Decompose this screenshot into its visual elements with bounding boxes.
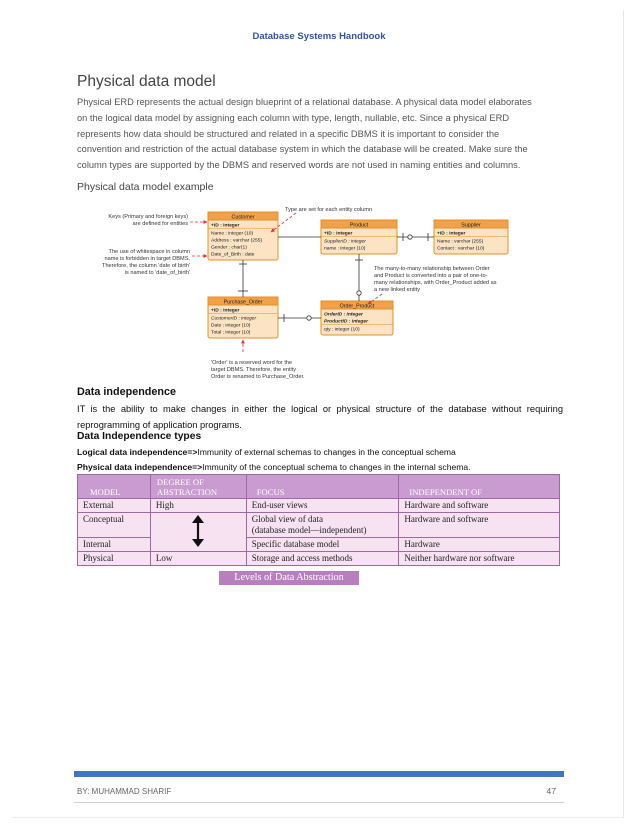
annotation-text: Type are set for each entity column [285,207,373,213]
table-row [78,552,560,566]
footer-page-number: 47 [546,786,556,796]
data-independence-title: Data independence [77,386,176,398]
header-degree-line: ABSTRACTION [156,487,218,497]
physical-independence-definition [77,462,471,472]
header-degree-line: DEGREE OF [156,477,204,487]
entity-row: +ID : integer [211,223,240,229]
paragraph-line: on the logical data model by assigning each column with type, length, nullable, etc. Since a physical ERD [77,112,510,123]
annotation-text: many relationships, with Order_Product added as [374,280,497,286]
data-independence-types-title: Data Independence types [77,431,202,442]
annotation-text: is named to 'date_of_birth' [124,270,190,276]
paragraph-line: IT is the ability to make changes in either the logical or physical structure of the database without requiring [77,404,563,414]
logical-independence-definition [77,447,456,457]
footer-divider [74,802,564,803]
entity-row: Name : varchar (255) [437,239,484,245]
annotation-text: Order is renamed to Purchase_Order. [211,374,305,380]
cell-degree: High [150,499,246,513]
cell-model: Physical [78,552,151,566]
entity-title: Supplier [461,222,481,229]
cell-independent: Hardware and software [399,499,560,513]
entity-row: +ID : integer [437,231,466,237]
cell-model: Conceptual [78,513,151,538]
annotation-text: and Product is converted into a pair of one-to- [374,273,488,279]
entity-row: Contact : varchar (10) [437,246,485,252]
cell-independent: Hardware and software [399,513,560,538]
cell-focus-line: Global view of data [251,514,324,524]
cell-focus: Storage and access methods [246,552,399,566]
entity-title: Order_Product [339,303,375,310]
section-title: Physical data model [77,73,216,90]
cell-focus: End-user views [246,499,399,513]
annotation-text: 'Order' is a reserved word for the [211,360,293,366]
entity-row: +ID : integer [324,231,353,237]
annotation-text: Keys (Primary and foreign keys) [108,214,188,220]
data-independence-paragraph [77,402,563,434]
cell-focus-line: (database model—independent) [251,525,367,535]
annotation-text: The many-to-many relationship between Order [374,266,490,272]
entity-row: name : integer (10) [324,246,366,252]
table-row [78,513,560,538]
entity-row: Date : integer (10) [211,323,251,329]
page-header-title: Database Systems Handbook [252,31,386,42]
entity-row: SupplierID : integer [324,239,366,245]
entity-row: Date_of_Birth : date [211,252,255,258]
annotation-keys [108,214,207,227]
definition-term: Logical data independence=> [77,447,198,457]
cell-independent: Hardware [399,538,560,552]
double-arrow-icon [191,515,205,547]
annotation-whitespace [102,249,207,276]
entity-customer [208,212,278,260]
paragraph-line: reprogramming of application programs. [77,419,242,430]
paragraph-line: Physical ERD represents the actual design blueprint of a relational database. A physical data model elaborates [77,97,532,107]
entity-title: Customer [231,214,255,221]
paragraph-line: convention and restriction of the actual database system in which the database will be created. Make sure the [77,144,528,155]
cell-model: External [78,499,151,513]
annotation-reserved [211,340,305,380]
table-row [78,538,560,552]
annotation-text: a new linked entity [374,287,421,293]
footer-author: BY: MUHAMMAD SHARIF [77,787,172,796]
header-focus: FOCUS [246,475,399,499]
entity-row: ProductID : integer [324,319,369,325]
annotation-text: Therefore, the column 'date of birth' [102,263,190,269]
annotation-text: name is forbidden in target DBMS. [104,256,190,262]
annotation-text: are defined for entities [132,221,188,227]
section-paragraph [77,95,567,174]
abstraction-levels-table [77,474,560,566]
table-row [78,499,560,513]
entity-order-product [321,301,393,335]
cell-focus [246,513,399,538]
entity-title: Purchase_Order [223,299,263,306]
annotation-many-to-many [368,266,497,304]
entity-row: qty : integer (10) [324,327,360,333]
entity-title: Product [349,222,369,229]
cell-independent: Neither hardware nor software [399,552,560,566]
paragraph-line: represents how data should be structured and related in a specific DBMS it is important to consider the [77,128,500,139]
definition-term: Physical data independence=> [77,462,203,472]
footer-bar [74,771,564,777]
entity-product [321,220,397,254]
cell-focus: Specific database model [246,538,399,552]
entity-row: Name : integer (10) [211,231,254,237]
entity-row: +ID : integer [211,308,240,314]
table-caption: Levels of Data Abstraction [219,571,359,585]
entity-row: Total : integer (10) [211,330,251,336]
annotation-text: The use of whitespace in column [108,249,190,255]
header-model: MODEL [78,475,151,499]
annotation-text: target DBMS. Therefore, the entity [211,367,297,373]
cell-degree: Low [150,552,246,566]
cell-degree-arrow [150,513,246,552]
paragraph-line: column types are supported by the DBMS and reserved words are not used in naming entities and columns. [77,160,521,171]
entity-row: Address : varchar (255) [211,238,263,244]
erd-diagram [76,200,566,383]
definition-text: Immunity of the conceptual schema to changes in the internal schema. [202,462,471,472]
entity-supplier [434,220,508,254]
entity-row: OrderID : integer [324,312,363,318]
entity-row: CustomerID : integer [211,316,257,322]
entity-purchase-order [208,297,278,338]
example-title: Physical data model example [77,181,214,193]
header-independent: INDEPENDENT OF [399,475,560,499]
definition-text: Immunity of external schemas to changes in the conceptual schema [197,447,456,457]
header-degree [150,475,246,499]
table-header-row [78,475,560,499]
entity-row: Gender : char(1) [211,245,247,251]
cell-model: Internal [78,538,151,552]
